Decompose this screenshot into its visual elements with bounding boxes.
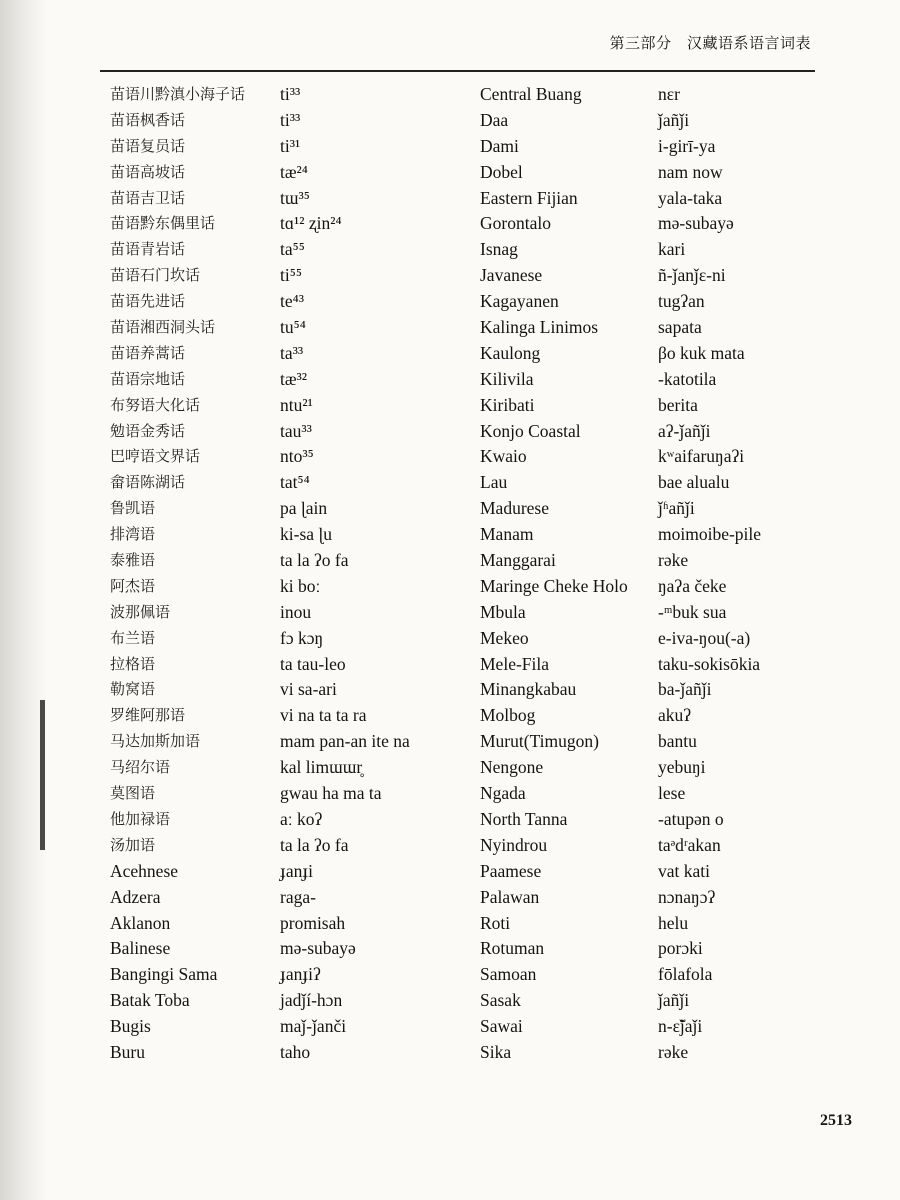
word-form: inou (280, 601, 312, 622)
word-entry-row (480, 833, 840, 859)
language-name: Eastern Fijian (480, 187, 578, 208)
word-form: ti³³ (280, 84, 301, 104)
right-column-wordlist (480, 82, 840, 1066)
language-name: Balinese (110, 938, 171, 959)
word-form: tæ³² (280, 368, 308, 389)
language-name: 苗语川黔滇小海子话 (110, 85, 246, 103)
language-name: 苗语枫香话 (110, 110, 186, 129)
word-entry-row (480, 807, 840, 833)
language-name: Sasak (480, 990, 521, 1011)
word-form: nam now (658, 161, 723, 182)
word-entry-row (480, 263, 840, 289)
word-entry-row (110, 936, 470, 962)
language-name: Samoan (480, 964, 537, 985)
word-form: maǰ-ǰanči (280, 1016, 347, 1037)
language-name: Lau (480, 472, 508, 493)
language-name: Batak Toba (110, 990, 190, 1011)
language-name: 马绍尔语 (110, 758, 171, 777)
language-name: Javanese (480, 265, 543, 286)
word-entry-row (110, 626, 470, 652)
word-entry-row (480, 988, 840, 1014)
word-form: ti⁵⁵ (280, 265, 302, 286)
language-name: Aklanon (110, 912, 171, 933)
word-entry-row (110, 548, 470, 574)
word-form: tæ²⁴ (280, 161, 308, 182)
language-name: Kilivila (480, 368, 534, 389)
word-form: raga- (280, 886, 316, 907)
language-name: Mbula (480, 601, 526, 622)
language-name: 波那佩语 (110, 602, 171, 621)
language-name: 罗维阿那语 (110, 706, 186, 725)
word-form: mə-subayə (658, 213, 734, 234)
word-entry-row (480, 1014, 840, 1040)
word-form: ta la ʔo fa (280, 550, 349, 571)
word-entry-row (480, 1040, 840, 1066)
language-name: Palawan (480, 886, 540, 907)
word-entry-row (480, 341, 840, 367)
word-entry-row (110, 263, 470, 289)
word-entry-row (480, 289, 840, 315)
word-entry-row (480, 496, 840, 522)
word-form: i-girī-ya (658, 135, 716, 156)
word-entry-row (110, 444, 470, 470)
language-name: 莫图语 (110, 784, 156, 803)
word-entry-row (110, 574, 470, 600)
word-form: fɔ kɔŋ (280, 627, 324, 648)
language-name: 排湾语 (110, 525, 156, 544)
word-entry-row (110, 211, 470, 237)
word-form: tugʔan (658, 291, 705, 312)
word-form: tɯ³⁵ (280, 187, 310, 208)
word-form: fōlafola (658, 964, 713, 985)
language-name: Bugis (110, 1016, 151, 1037)
word-form: aː koʔ (280, 808, 323, 829)
word-form: -atupən o (658, 808, 724, 829)
word-entry-row (480, 729, 840, 755)
language-name: Dobel (480, 161, 523, 182)
language-name: Kaulong (480, 342, 541, 363)
word-form: ta tau-leo (280, 653, 346, 674)
language-name: 苗语养蒿话 (110, 343, 186, 362)
word-form: nto³⁵ (280, 446, 314, 467)
language-name: Central Buang (480, 84, 582, 104)
word-entry-row (110, 833, 470, 859)
word-entry-row (110, 393, 470, 419)
word-form: ɟanɟiʔ (280, 964, 321, 985)
word-entry-row (480, 470, 840, 496)
language-name: Nengone (480, 757, 544, 778)
word-entry-row (480, 82, 840, 108)
word-entry-row (110, 652, 470, 678)
word-entry-row (110, 729, 470, 755)
word-entry-row (480, 962, 840, 988)
word-entry-row (110, 988, 470, 1014)
word-form: ti³³ (280, 109, 301, 130)
word-form: rəke (658, 1041, 689, 1062)
language-name: Adzera (110, 886, 161, 907)
word-entry-row (110, 755, 470, 781)
word-form: ǰʱañǰi (658, 498, 695, 519)
language-name: 苗语湘西洞头话 (110, 318, 216, 337)
binding-mark (40, 700, 45, 850)
word-entry-row (480, 859, 840, 885)
word-form: mam pan-an ite na (280, 731, 410, 752)
word-form: porɔki (658, 938, 703, 959)
word-form: jadǰí-hɔn (280, 990, 343, 1011)
language-name: Madurese (480, 498, 550, 519)
running-header (100, 28, 815, 72)
language-name: Minangkabau (480, 679, 577, 700)
word-form: ñ-ǰanǰɛ-ni (658, 265, 726, 286)
language-name: 苗语吉卫话 (110, 188, 186, 207)
word-form: vat kati (658, 860, 710, 881)
language-name: Ngada (480, 783, 526, 804)
word-form: promisah (280, 912, 346, 933)
word-form: ɟanɟi (280, 860, 314, 881)
language-name: Kiribati (480, 394, 535, 415)
language-name: 阿杰语 (110, 576, 156, 595)
language-name: Sika (480, 1041, 512, 1062)
language-name: 马达加斯加语 (110, 732, 201, 751)
language-name: 勉语金秀话 (110, 421, 186, 440)
word-form: tɑ¹² ʐin²⁴ (280, 213, 342, 234)
language-name: Molbog (480, 705, 536, 726)
word-entry-row (480, 574, 840, 600)
language-name: 汤加语 (110, 835, 156, 854)
word-form: ki-sa ɭu (280, 524, 333, 545)
word-form: ta³³ (280, 342, 304, 363)
language-name: 布努语大化话 (110, 395, 201, 414)
word-entry-row (480, 911, 840, 937)
language-name: Konjo Coastal (480, 420, 581, 441)
word-form: moimoibe-pile (658, 524, 762, 545)
word-form: ta la ʔo fa (280, 834, 349, 855)
word-form: taᵊdʳakan (658, 834, 721, 855)
word-entry-row (110, 677, 470, 703)
word-form: lese (658, 783, 686, 804)
word-form: ta⁵⁵ (280, 239, 305, 260)
word-form: n-ɛ̃ǰaǰi (658, 1016, 703, 1037)
word-entry-row (480, 367, 840, 393)
word-form: yebuŋi (658, 757, 706, 778)
word-entry-row (110, 962, 470, 988)
word-entry-row (480, 444, 840, 470)
word-entry-row (480, 134, 840, 160)
word-form: sapata (658, 317, 702, 338)
word-entry-row (110, 600, 470, 626)
word-form: taho (280, 1041, 311, 1062)
language-name: Acehnese (110, 860, 179, 881)
word-form: kʷaifaruŋaʔi (658, 446, 745, 467)
word-entry-row (480, 211, 840, 237)
word-form: akuʔ (658, 705, 692, 726)
page-number: 2513 (820, 1112, 852, 1129)
language-name: 泰雅语 (110, 551, 156, 570)
word-entry-row (110, 134, 470, 160)
word-entry-row (480, 419, 840, 445)
word-entry-row (480, 936, 840, 962)
word-entry-row (110, 885, 470, 911)
language-name: Rotuman (480, 938, 545, 959)
word-form: ba-ǰañǰi (658, 679, 712, 700)
word-form: gwau ha ma ta (280, 783, 382, 804)
word-form: nɛr (658, 84, 680, 104)
word-form: ti³¹ (280, 135, 301, 156)
word-form: taku-sokisōkia (658, 653, 761, 674)
language-name: Kalinga Linimos (480, 317, 599, 338)
word-form: -ᵐbuk sua (658, 601, 727, 622)
word-entry-row (480, 108, 840, 134)
word-entry-row (480, 522, 840, 548)
word-entry-row (480, 548, 840, 574)
word-form: -katotila (658, 368, 717, 389)
word-entry-row (480, 160, 840, 186)
language-name: 畲语陈湖话 (110, 473, 186, 492)
word-form: tau³³ (280, 420, 312, 441)
word-entry-row (480, 186, 840, 212)
word-entry-row (110, 859, 470, 885)
language-name: Kwaio (480, 446, 527, 467)
word-entry-row (110, 1040, 470, 1066)
word-entry-row (110, 703, 470, 729)
language-name: Bangingi Sama (110, 964, 218, 985)
word-form: rəke (658, 550, 689, 571)
word-entry-row (110, 496, 470, 522)
language-name: 苗语黔东偶里话 (110, 214, 216, 233)
word-entry-row (110, 315, 470, 341)
word-form: helu (658, 912, 689, 933)
language-name: Isnag (480, 239, 518, 260)
word-entry-row (480, 677, 840, 703)
word-form: tat⁵⁴ (280, 472, 310, 493)
language-name: 苗语复员话 (110, 136, 186, 155)
word-form: yala-taka (658, 187, 723, 208)
language-name: Mekeo (480, 627, 529, 648)
language-name: North Tanna (480, 808, 568, 829)
word-entry-row (110, 237, 470, 263)
word-entry-row (480, 315, 840, 341)
word-entry-row (480, 781, 840, 807)
word-form: pa ɭain (280, 498, 328, 519)
word-form: kari (658, 239, 686, 260)
word-form: vi na ta ta ra (280, 705, 367, 726)
word-entry-row (110, 911, 470, 937)
language-name: Daa (480, 109, 509, 130)
language-name: Kagayanen (480, 291, 559, 312)
word-form: aʔ-ǰañǰi (658, 420, 711, 441)
word-form: te⁴³ (280, 291, 304, 312)
word-form: vi sa-ari (280, 679, 337, 700)
language-name: 苗语高坡话 (110, 162, 186, 181)
word-form: ntu²¹ (280, 394, 313, 415)
word-entry-row (110, 419, 470, 445)
language-name: Paamese (480, 860, 542, 881)
word-form: bantu (658, 731, 697, 752)
language-name: Manggarai (480, 550, 556, 571)
word-entry-row (480, 885, 840, 911)
word-entry-row (110, 108, 470, 134)
language-name: Gorontalo (480, 213, 551, 234)
language-name: 他加禄语 (110, 809, 171, 828)
language-name: Buru (110, 1041, 145, 1062)
word-entry-row (110, 289, 470, 315)
word-form: mə-subayə (280, 938, 356, 959)
word-entry-row (480, 703, 840, 729)
word-entry-row (480, 600, 840, 626)
header-title: 第三部分 汉藏语系语言词表 (609, 34, 811, 52)
word-entry-row (110, 781, 470, 807)
word-entry-row (110, 160, 470, 186)
word-form: βo kuk mata (658, 342, 745, 363)
word-entry-row (110, 1014, 470, 1040)
word-form: kal limɯɯr̥ (280, 757, 363, 778)
word-form: e-iva-ŋou(-a) (658, 627, 751, 648)
word-entry-row (480, 393, 840, 419)
language-name: 巴哼语文界话 (110, 447, 201, 466)
word-entry-row (480, 626, 840, 652)
word-entry-row (110, 341, 470, 367)
word-form: ǰañǰi (658, 109, 690, 130)
word-entry-row (110, 470, 470, 496)
language-name: Dami (480, 135, 519, 156)
language-name: Mele-Fila (480, 653, 550, 674)
language-name: Murut(Timugon) (480, 731, 599, 752)
word-form: nɔnaŋɔʔ (658, 886, 716, 907)
language-name: 拉格语 (110, 654, 156, 673)
word-form: bae alualu (658, 472, 730, 493)
language-name: Manam (480, 524, 534, 545)
language-name: 苗语宗地话 (110, 369, 186, 388)
word-form: ǰañǰi (658, 990, 690, 1011)
word-form: ki boː (280, 575, 321, 596)
word-entry-row (110, 522, 470, 548)
word-entry-row (110, 367, 470, 393)
language-name: 鲁凯语 (110, 499, 156, 518)
language-name: 勒窝语 (110, 680, 156, 699)
word-entry-row (480, 755, 840, 781)
language-name: Roti (480, 912, 511, 933)
language-name: Sawai (480, 1016, 523, 1037)
language-name: 苗语先进话 (110, 292, 186, 311)
language-name: 苗语青岩话 (110, 240, 186, 259)
page-binding-shadow (0, 0, 48, 1200)
word-entry-row (110, 82, 470, 108)
word-form: berita (658, 394, 698, 415)
word-form: ŋaʔa čeke (658, 575, 727, 596)
language-name: 苗语石门坎话 (110, 266, 201, 285)
language-name: Maringe Cheke Holo (480, 575, 628, 596)
word-entry-row (110, 186, 470, 212)
word-entry-row (480, 237, 840, 263)
left-column-wordlist (110, 82, 470, 1066)
language-name: 布兰语 (110, 628, 156, 647)
word-entry-row (480, 652, 840, 678)
word-form: tu⁵⁴ (280, 317, 306, 338)
word-entry-row (110, 807, 470, 833)
language-name: Nyindrou (480, 834, 548, 855)
